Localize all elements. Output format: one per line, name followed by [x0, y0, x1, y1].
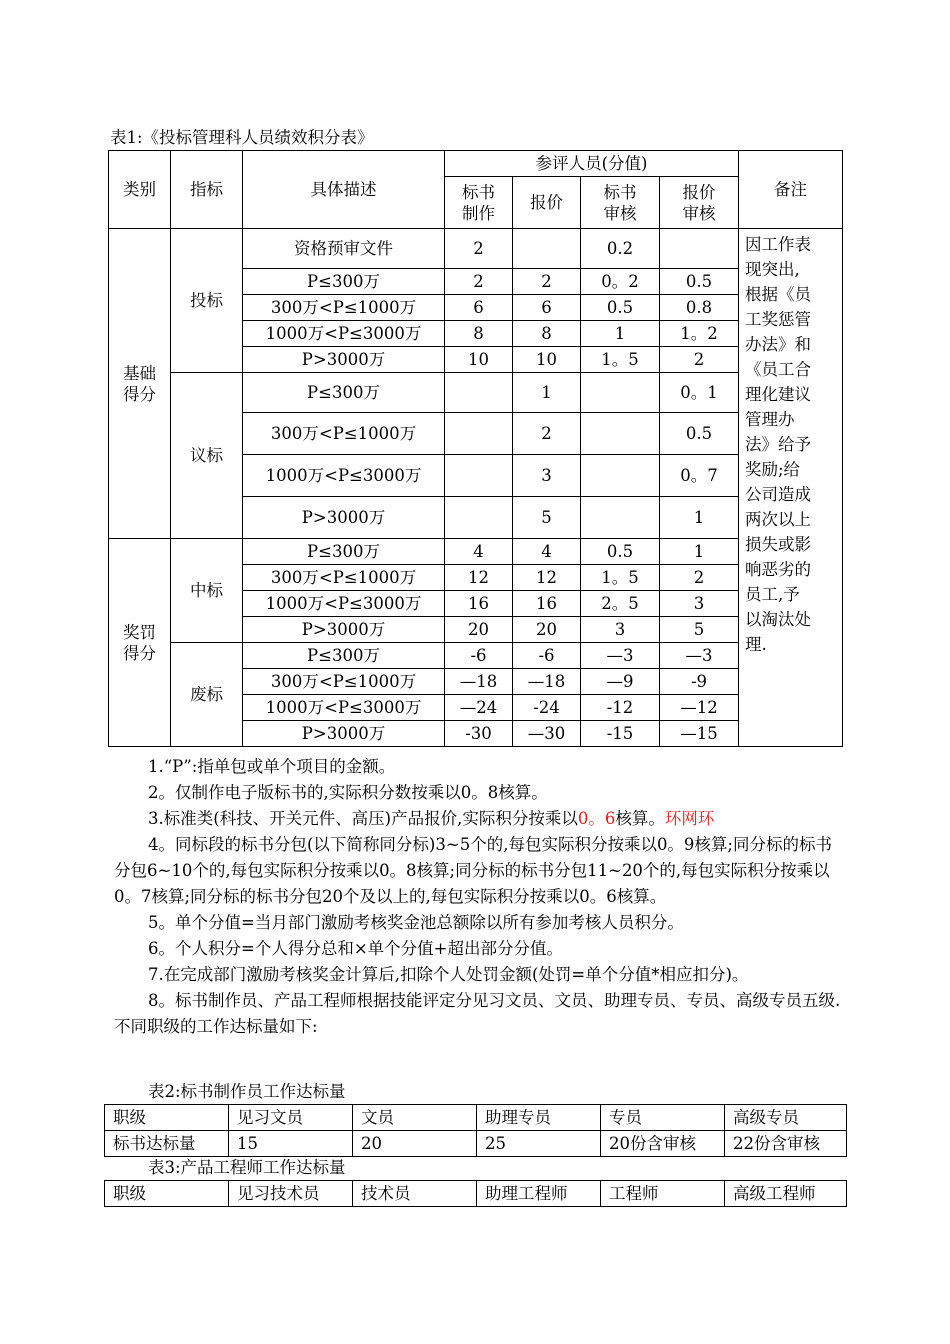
indicator-bidding: 投标 [171, 229, 243, 373]
cell: 6 [513, 295, 581, 321]
cell: 3 [513, 455, 581, 497]
cell: 2 [445, 229, 513, 269]
cell: —9 [581, 669, 660, 695]
cell: 1 [660, 497, 739, 539]
cell: 16 [513, 591, 581, 617]
cell: 标书达标量 [105, 1131, 229, 1157]
cell: 1 [513, 373, 581, 413]
header-description: 具体描述 [243, 151, 445, 229]
cell: 5 [660, 617, 739, 643]
cell [660, 229, 739, 269]
category-reward: 奖罚 得分 [109, 539, 171, 747]
cell: 技术员 [353, 1181, 477, 1207]
engineer-quota-table [104, 1180, 847, 1207]
cell: -6 [445, 643, 513, 669]
cell: -6 [513, 643, 581, 669]
indicator-invalid: 废标 [171, 643, 243, 747]
cell: -24 [513, 695, 581, 721]
table1-caption: 表1:《投标管理科人员绩效积分表》 [110, 128, 374, 147]
remark-line: 理. [745, 635, 767, 654]
cell [581, 373, 660, 413]
row-desc: 1000万<P≤3000万 [243, 455, 445, 497]
cell: 1 [581, 321, 660, 347]
row-desc: 300万<P≤1000万 [243, 565, 445, 591]
note-1: 1.“P”:指单包或单个项目的金额。 [148, 757, 396, 776]
cell: —3 [660, 643, 739, 669]
cell: 0.5 [581, 295, 660, 321]
header-bid-review: 标书 审核 [581, 177, 660, 229]
row-desc: P≤300万 [243, 539, 445, 565]
header-indicator: 指标 [171, 151, 243, 229]
cell: —24 [445, 695, 513, 721]
note-5: 5。单个分值=当月部门激励考核奖金池总额除以所有参加考核人员积分。 [148, 913, 684, 932]
cell: 1。5 [581, 565, 660, 591]
cell: —3 [581, 643, 660, 669]
cell: 助理专员 [477, 1105, 601, 1131]
cell: 20份含审核 [601, 1131, 725, 1157]
note-2: 2。仅制作电子版标书的,实际积分数按乘以0。8核算。 [148, 783, 548, 802]
table3-caption: 表3:产品工程师工作达标量 [148, 1158, 346, 1177]
cell: 2 [513, 413, 581, 455]
cell: —12 [660, 695, 739, 721]
header-bid-making: 标书 制作 [445, 177, 513, 229]
remark-line: 理化建议 [745, 385, 811, 404]
remark-line: 两次以上 [745, 510, 811, 529]
cell: 0.5 [581, 539, 660, 565]
cell: 0.2 [581, 229, 660, 269]
note-3: 3.标准类(科技、开关元件、高压)产品报价,实际积分按乘以0。6核算。环网环 [148, 809, 715, 828]
cell: 0。1 [660, 373, 739, 413]
cell: 0.5 [660, 413, 739, 455]
cell: 3 [581, 617, 660, 643]
cell [445, 497, 513, 539]
header-quote: 报价 [513, 177, 581, 229]
row-desc: 1000万<P≤3000万 [243, 321, 445, 347]
cell: —15 [660, 721, 739, 747]
remark-line: 根据《员 [745, 285, 811, 304]
cell [445, 455, 513, 497]
note-8: 8。标书制作员、产品工程师根据技能评定分见习文员、文员、助理专员、专员、高级专员五级.不同职级的工作达标量如下: [114, 991, 841, 1036]
row-desc: 1000万<P≤3000万 [243, 695, 445, 721]
cell: 1 [660, 539, 739, 565]
cell [581, 497, 660, 539]
cell: 文员 [353, 1105, 477, 1131]
cell: 5 [513, 497, 581, 539]
cell [445, 373, 513, 413]
cell: —18 [445, 669, 513, 695]
category-basic: 基础 得分 [109, 229, 171, 539]
cell: 2。5 [581, 591, 660, 617]
cell: —30 [513, 721, 581, 747]
indicator-negotiation: 议标 [171, 373, 243, 539]
cell: 2 [660, 565, 739, 591]
row-desc: 1000万<P≤3000万 [243, 591, 445, 617]
cell: 20 [513, 617, 581, 643]
row-desc: P>3000万 [243, 721, 445, 747]
cell: 0。7 [660, 455, 739, 497]
cell: 助理工程师 [477, 1181, 601, 1207]
header-remark: 备注 [739, 151, 843, 229]
row-desc: P>3000万 [243, 617, 445, 643]
cell [445, 413, 513, 455]
remark-line: 员工,予 [745, 585, 800, 604]
remark-line: 管理办 [745, 410, 795, 429]
cell: 2 [660, 347, 739, 373]
row-desc: 300万<P≤1000万 [243, 413, 445, 455]
cell: 10 [445, 347, 513, 373]
cell: 3 [660, 591, 739, 617]
cell: 职级 [105, 1181, 229, 1207]
remark-line: 以淘汰处 [745, 610, 811, 629]
cell: 0.5 [660, 269, 739, 295]
remark-line: 奖励;给 [745, 460, 801, 479]
remark-line: 公司造成 [745, 485, 811, 504]
indicator-win: 中标 [171, 539, 243, 643]
cell: 高级工程师 [725, 1181, 847, 1207]
remark-line: 损失或影 [745, 535, 811, 554]
cell: -15 [581, 721, 660, 747]
cell: -30 [445, 721, 513, 747]
cell: 1。2 [660, 321, 739, 347]
cell: 职级 [105, 1105, 229, 1131]
cell: 0。2 [581, 269, 660, 295]
cell: 2 [513, 269, 581, 295]
row-desc: P>3000万 [243, 347, 445, 373]
remark-line: 办法》和 [745, 335, 811, 354]
cell: 8 [445, 321, 513, 347]
cell: 2 [445, 269, 513, 295]
remark-line: 响恶劣的 [745, 560, 811, 579]
cell: 4 [513, 539, 581, 565]
cell: -9 [660, 669, 739, 695]
cell: —18 [513, 669, 581, 695]
note-7: 7.在完成部门激励考核奖金计算后,扣除个人处罚金额(处罚=单个分值*相应扣分)。 [148, 965, 749, 984]
note-6: 6。个人积分=个人得分总和×单个分值+超出部分分值。 [148, 939, 563, 958]
cell: 15 [229, 1131, 353, 1157]
cell: 4 [445, 539, 513, 565]
row-desc: P≤300万 [243, 373, 445, 413]
performance-score-table [108, 150, 843, 747]
cell: 20 [445, 617, 513, 643]
remark-text [745, 232, 833, 657]
cell: 22份含审核 [725, 1131, 847, 1157]
remark-line: 现突出, [745, 260, 800, 279]
row-desc: P≤300万 [243, 643, 445, 669]
cell: 16 [445, 591, 513, 617]
cell: 25 [477, 1131, 601, 1157]
row-desc: 300万<P≤1000万 [243, 669, 445, 695]
cell [581, 455, 660, 497]
cell: 工程师 [601, 1181, 725, 1207]
cell [581, 413, 660, 455]
remark-line: 《员工合 [745, 360, 811, 379]
remark-line: 法》给予 [745, 435, 811, 454]
header-quote-review: 报价 审核 [660, 177, 739, 229]
note-4: 4。同标段的标书分包(以下简称同分标)3~5个的,每包实际积分按乘以0。9核算;同分标的标书分包6~10个的,每包实际积分按乘以0。8核算;同分标的标书分包11~20个的,每包实际积分按乘以0。7核算;同分标的标书分包20个及以上的,每包实际积分按乘以0。6核算。 [114, 835, 832, 906]
cell: 6 [445, 295, 513, 321]
notes-section [114, 754, 842, 1040]
cell: 0.8 [660, 295, 739, 321]
remark-line: 工奖惩管 [745, 310, 811, 329]
cell: 12 [513, 565, 581, 591]
row-desc: 300万<P≤1000万 [243, 295, 445, 321]
cell: 见习技术员 [229, 1181, 353, 1207]
cell [513, 229, 581, 269]
cell: 20 [353, 1131, 477, 1157]
header-category: 类别 [109, 151, 171, 229]
cell: -12 [581, 695, 660, 721]
row-desc: P≤300万 [243, 269, 445, 295]
row-desc: 资格预审文件 [243, 229, 445, 269]
cell: 高级专员 [725, 1105, 847, 1131]
header-participants: 参评人员(分值) [445, 151, 739, 177]
cell: 12 [445, 565, 513, 591]
cell: 1。5 [581, 347, 660, 373]
cell: 见习文员 [229, 1105, 353, 1131]
cell: 10 [513, 347, 581, 373]
cell: 8 [513, 321, 581, 347]
cell: 专员 [601, 1105, 725, 1131]
remark-line: 因工作表 [745, 235, 811, 254]
table2-caption: 表2:标书制作员工作达标量 [148, 1082, 346, 1101]
bid-maker-quota-table [104, 1104, 847, 1157]
row-desc: P>3000万 [243, 497, 445, 539]
